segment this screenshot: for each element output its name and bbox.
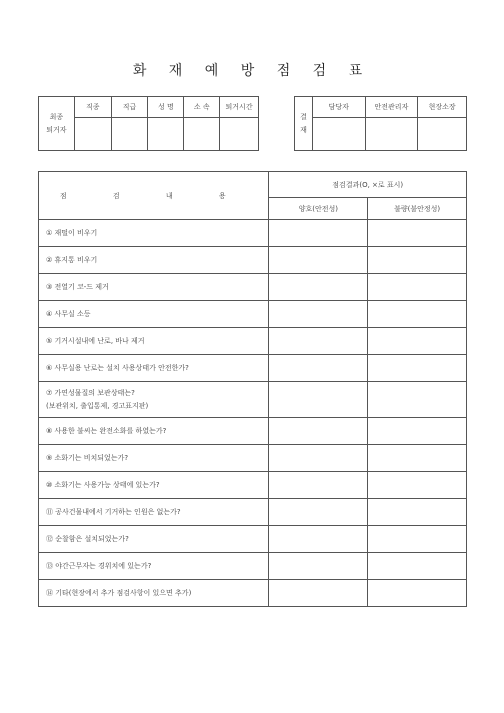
table-row <box>39 247 467 274</box>
inspection-table <box>38 171 467 607</box>
final-leaver-table <box>38 96 259 151</box>
result-good-cell[interactable] <box>269 526 368 553</box>
result-bad-cell[interactable] <box>368 382 467 418</box>
result-good-cell[interactable] <box>269 247 368 274</box>
table-row <box>39 355 467 382</box>
inspection-item: ⑬ 야간근무자는 경위치에 있는가? <box>39 553 269 580</box>
inspection-item: ⑨ 소화기는 비치되었는가? <box>39 445 269 472</box>
result-good-cell[interactable] <box>269 382 368 418</box>
result-good-cell[interactable] <box>269 418 368 445</box>
result-good-cell[interactable] <box>269 301 368 328</box>
result-bad-cell[interactable] <box>368 526 467 553</box>
table-row <box>39 553 467 580</box>
person-in-charge-sign-cell[interactable] <box>312 118 365 151</box>
col-good: 양호(안전성) <box>269 198 368 220</box>
result-bad-cell[interactable] <box>368 355 467 382</box>
table-row <box>39 274 467 301</box>
inspection-item: ⑥ 사무실용 난로는 설치 사용상태가 안전한가? <box>39 355 269 382</box>
approval-table <box>294 96 467 151</box>
table-row <box>39 526 467 553</box>
result-good-cell[interactable] <box>269 553 368 580</box>
table-row <box>39 382 467 418</box>
result-bad-cell[interactable] <box>368 247 467 274</box>
table-row <box>39 418 467 445</box>
result-bad-cell[interactable] <box>368 418 467 445</box>
col-job-type: 직종 <box>74 97 111 118</box>
approval-label: 결 재 <box>295 97 313 151</box>
leave-time-cell[interactable] <box>220 118 259 151</box>
final-leaver-label: 최종 퇴거자 <box>39 97 75 151</box>
result-bad-cell[interactable] <box>368 328 467 355</box>
result-bad-cell[interactable] <box>368 553 467 580</box>
department-cell[interactable] <box>184 118 220 151</box>
result-bad-cell[interactable] <box>368 301 467 328</box>
result-good-cell[interactable] <box>269 499 368 526</box>
result-bad-cell[interactable] <box>368 220 467 247</box>
inspection-item: ④ 사무실 소등 <box>39 301 269 328</box>
result-good-cell[interactable] <box>269 328 368 355</box>
job-type-cell[interactable] <box>74 118 111 151</box>
col-name: 성 명 <box>148 97 184 118</box>
result-good-cell[interactable] <box>269 220 368 247</box>
result-bad-cell[interactable] <box>368 499 467 526</box>
col-safety-manager: 안전관리자 <box>365 97 418 118</box>
inspection-item: ⑪ 공사건물내에서 기거하는 인원은 없는가? <box>39 499 269 526</box>
safety-manager-sign-cell[interactable] <box>365 118 418 151</box>
col-site-manager: 현장소장 <box>418 97 467 118</box>
name-cell[interactable] <box>148 118 184 151</box>
result-bad-cell[interactable] <box>368 274 467 301</box>
col-bad: 불량(불안정성) <box>368 198 467 220</box>
result-bad-cell[interactable] <box>368 580 467 607</box>
site-manager-sign-cell[interactable] <box>418 118 467 151</box>
result-good-cell[interactable] <box>269 355 368 382</box>
inspection-item: ⑧ 사용한 불씨는 완전소화를 하였는가? <box>39 418 269 445</box>
result-good-cell[interactable] <box>269 472 368 499</box>
inspection-item: ⑫ 순찰함은 설치되었는가? <box>39 526 269 553</box>
inspection-item: ③ 전열기 코-드 제거 <box>39 274 269 301</box>
inspection-item: ① 재떨이 비우기 <box>39 220 269 247</box>
result-good-cell[interactable] <box>269 274 368 301</box>
rank-cell[interactable] <box>111 118 148 151</box>
inspection-result-header: 점검결과(O, ×로 표시) <box>269 172 467 198</box>
inspection-item: ⑤ 기거시설내에 난로, 바나 제거 <box>39 328 269 355</box>
table-row <box>39 472 467 499</box>
col-department: 소 속 <box>184 97 220 118</box>
result-bad-cell[interactable] <box>368 445 467 472</box>
form-title: 화 재 예 방 점 검 표 <box>132 63 372 79</box>
result-good-cell[interactable] <box>269 445 368 472</box>
inspection-item: ⑦ 가연성물질의 보관상태는? (보관위치, 출입통제, 경고표지판) <box>39 382 269 418</box>
inspection-item: ⑭ 기타(현장에서 추가 점검사항이 있으면 추가) <box>39 580 269 607</box>
inspection-contents-header: 점 검 내 용 <box>39 172 269 220</box>
table-row <box>39 499 467 526</box>
table-row <box>39 301 467 328</box>
result-bad-cell[interactable] <box>368 472 467 499</box>
table-row <box>39 445 467 472</box>
col-person-in-charge: 담당자 <box>312 97 365 118</box>
table-row <box>39 220 467 247</box>
result-good-cell[interactable] <box>269 580 368 607</box>
inspection-item: ② 휴지통 비우기 <box>39 247 269 274</box>
col-rank: 직급 <box>111 97 148 118</box>
table-row <box>39 328 467 355</box>
table-row <box>39 580 467 607</box>
col-leave-time: 퇴거시간 <box>220 97 259 118</box>
inspection-item: ⑩ 소화기는 사용가능 상태에 있는가? <box>39 472 269 499</box>
